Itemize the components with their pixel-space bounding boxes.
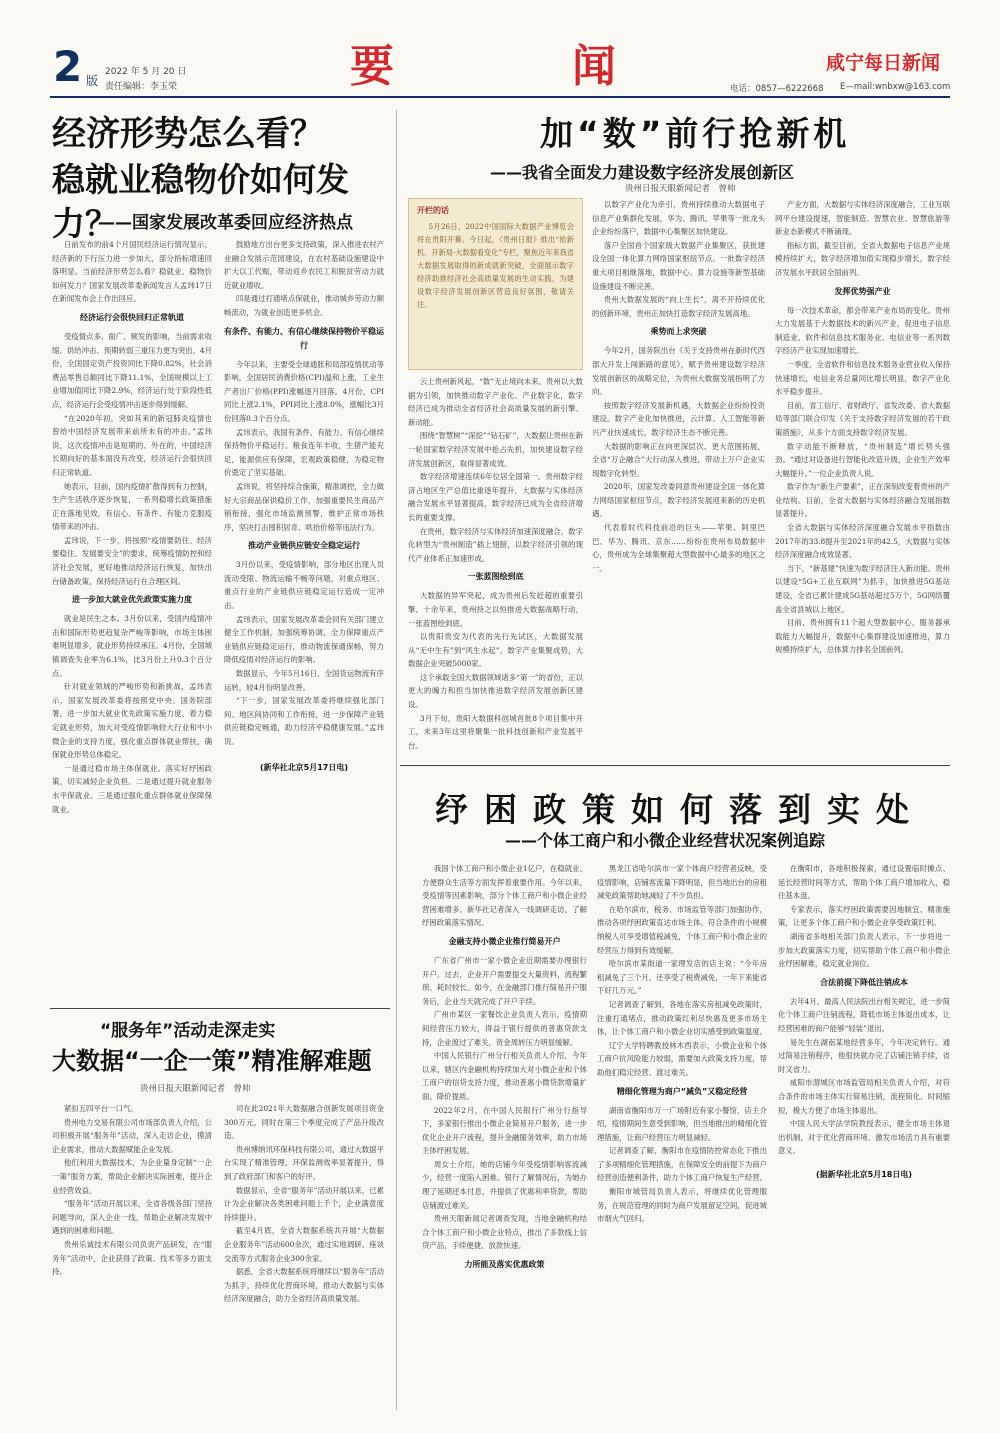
article1-para: 一是通过稳市场主体保就业。落实好纾困政策，切实减轻企业负担。二是通过提升就业服务水平保就业。三是通过强化重点群体就业保障保就业。	[52, 763, 212, 814]
article2-para: 按照数字经济发展新机遇，大数据企业纷纷投资建设。数字产业化加快推进，云计算、人工智能等新兴产业快速成长，数字经济生态不断完善。	[592, 400, 765, 437]
article1-source: (新华社北京5月17日电)	[259, 762, 348, 772]
article3-para: 广东省广州市一家小微企业近期需要办理银行开户。过去，企业开户需要提交大量资料，流程繁琐、耗时较长。如今，在金融部门推行简易开户服务后，企业当天就完成了开户手续。	[422, 955, 587, 1006]
article1-para: 四是通过打通堵点保就业，推动城乡劳动力顺畅流动，为就业创造更多机会。	[224, 294, 384, 317]
article2-para: 数字作为“新生产要素”，正在深刻改变着贵州的产业结构。目前，全省大数据与实体经济融合发展指数显著提升。	[775, 482, 950, 519]
article2-subtitle: ——我省全面发力建设数字经济发展创新区	[490, 163, 795, 182]
article3-para: 咸阳市渭城区市场监管局相关负责人介绍，对符合条件的市场主体实行简易注销，流程简化、时间缩短，极大方便了市场主体退出。	[778, 1078, 950, 1115]
article4-para: 司在此2021年大数据融合创新发展项目资金300万元，同时在第三个季度完成了产品升级改造。	[224, 1104, 384, 1141]
page-suffix: 版	[86, 74, 99, 88]
article3-para: 2022年2月，在中国人民银行广州分行指导下，多家银行推出小微企业简易开户服务，进一步优化企业开户流程，提升金融服务效率，助力市场主体纾困发展。	[422, 1105, 587, 1156]
article3-para: 湖南省衡阳市万一广场附近有家小餐馆，店主介绍，疫情期间生意受到影响，但当地推出的精细化管理措施，让商户经营压力明显减轻。	[597, 1105, 767, 1142]
masthead-rule	[50, 96, 950, 98]
article1-para: 鼓励地方出台更多支持政策，深入推进农村产业融合发展示范园建设，在农村基础设施建设中扩大以工代赈，带动返乡农民工和脱贫劳动力就近就业增收。	[224, 240, 384, 290]
article1-para: 就业是民生之本。3月份以来，受国内疫情冲击和国际形势更趋复杂严峻等影响，市场主体困难明显增多，就业形势持续承压。4月份，全国城镇调查失业率为6.1%，比3月份上升0.3个百分点。	[52, 614, 212, 678]
article1-para: 针对就业领域的严峻形势和新挑战，孟玮表示，国家发展改革委将按照党中央、国务院部署，进一步加大就业优先政策实施力度，着力稳定就业形势，加大对受疫情影响较大行业和中小微企业的支持力度，强化重点群体就业帮扶，确保就业形势总体稳定。	[52, 682, 212, 760]
article3-para: 贵州天眼新闻记者调查发现，当地金融机构结合个体工商户和小微企业特点，推出了多款线上信贷产品，手续便捷、放款快速。	[422, 1214, 587, 1251]
article1-para: 数据显示，今年5月16日，全国货运物流有序运转，较4月份明显改善。	[224, 669, 384, 692]
article3-heading1: 金融支持小微企业推行简易开户	[448, 936, 561, 946]
article2-para: 每一次技术革命，都会带来产业布局的变化。贵州大力发展基于大数据技术的新兴产业，促进电子信息制造业、软件和信息技术服务业、电信业等一系列数字经济产业实现加速增长。	[775, 305, 950, 356]
article1-para: 3月份以来，受疫情影响，部分地区出现人员流动受限、物流运输不畅等问题，对重点地区、重点行业的产业链供应链稳定运行造成一定冲击。	[224, 560, 384, 611]
article4-column2	[224, 1102, 384, 1407]
article2-para: 3月下旬，贵阳大数据科创城首批8个项目集中开工，未来3年这里将聚集一批科技创新和产业发展平台。	[408, 713, 583, 750]
article1-para: “下一步，国家发展改革委将继续强化部门间、地区间协同和工作衔接，进一步保障产业链供应链稳定畅通，助力经济平稳健康发展。”孟玮说。	[224, 696, 384, 746]
article2-para: 在贵州，数字经济与实体经济加速深度融合，数字化转型为“贵州制造”插上翅膀，以数字经济引领的现代产业体系正加速形成。	[408, 526, 583, 563]
article4-para: 截至4月底，全省大数据系统共开展“大数据企业服务年”活动600余次，通过实地调研、座谈交流等方式服务企业300余家。	[224, 1226, 384, 1263]
article4-para: 贵州电力交易有限公司市场部负责人介绍，公司积极开展“服务年”活动，深入走访企业，摸清企业需求，推动大数据赋能企业发展。	[52, 1117, 212, 1154]
article3-heading2: 力所能及落实优惠政策	[464, 1260, 545, 1270]
article3-para: 周女士介绍，她的店铺今年受疫情影响客流减少，经营一度陷入困难。银行了解情况后，为她办理了延期还本付息，并提供了优惠利率贷款，帮助店铺渡过难关。	[422, 1159, 587, 1210]
masthead	[0, 0, 1000, 100]
article2-para: 云上贵州新风起，“数”无止境向未来。贵州以大数据为引领，加快推动数字产业化、产业数字化，数字经济已成为推动全省经济社会高质量发展的新引擎、新动能。	[408, 377, 583, 427]
editor-note-text: 5月26日，2022中国国际大数据产业博览会将在贵阳开幕。今日起，《贵州日报》推出“抢新机、开新局·大数据看变化”专栏，聚焦近年来我省大数据发展取得的新成就新突破，全面展示数字经济助推经济社会高质量发展的生动实践，为建设数字经济发展创新区营造良好氛围，敬请关注。	[417, 222, 574, 309]
editor: 责任编辑：李玉荣	[105, 82, 178, 92]
article1-title-line2: 稳就业稳物价如何发力？	[52, 160, 349, 243]
article3-para: 在哈尔滨市，税务、市场监管等部门加强协作，推动各项纾困政策直达市场主体。符合条件的小规模纳税人可享受增值税减免，个体工商户和小微企业的经营压力得到有效缓解。	[597, 904, 767, 955]
article4-byline: 贵州日报天眼新闻记者 曾帅	[140, 1084, 251, 1094]
article3-para: 去年4月，最高人民法院出台相关规定，进一步简化个体工商户注销流程，降低市场主体退出成本，让经营困难的商户能够“轻装”退出。	[778, 996, 950, 1033]
article2-para: 大数据的影响正在向更深层次、更大范围拓展，全省“万企融合”大行动深入推进，带动上万户企业实现数字化转型。	[592, 441, 765, 478]
article3-subtitle: ——个体工商户和小微企业经营状况案例追踪	[505, 831, 826, 850]
article2-para: 一季度，全省软件和信息技术服务业营业收入保持快速增长，电信业务总量同比增长明显，数字产业化水平稳步提升。	[775, 359, 950, 397]
article2-para: 以数字产业化为牵引，贵州持续推动大数据电子信息产业集群化发展，华为、腾讯、苹果等一批龙头企业纷纷落户，数据中心集聚区加快建设。	[592, 200, 765, 237]
article2-title: 加“数”前行抢新机	[540, 114, 851, 153]
page-number: 2	[53, 42, 83, 91]
article3-para: 易先生在湖南某地经营多年，今年决定转行。通过简易注销程序，他很快就办完了店铺注销手续，省时又省力。	[778, 1037, 950, 1074]
article1-para: “在2020年初，突如其来的新冠肺炎疫情也曾给中国经济发展带来前所未有的冲击。”孟玮说，这次疫情冲击是短期的、外在的，中国经济长期向好的基本面没有改变，经济运行会很快回归正常轨道。	[52, 413, 212, 477]
article3-column2	[597, 862, 767, 1407]
article2-para: 数字经济增速连续6年位居全国第一。贵州数字经济占地区生产总值比重逐年提升，大数据与实体经济融合发展水平显著提高，数字经济已成为全省经济增长的重要支撑。	[408, 472, 583, 522]
article2-column2	[592, 198, 765, 755]
article1-column1	[52, 238, 212, 958]
email: E—mail:wnbxw@163.com	[840, 82, 951, 92]
section-title: 要 闻	[350, 41, 646, 92]
article3-column3	[778, 862, 950, 1407]
article4-para: 紧扣五四平台一口气。	[63, 1104, 138, 1113]
article1-column2	[224, 238, 384, 958]
article3-source: (据新华社北京5月18日电)	[815, 1169, 912, 1179]
article3-title: 纾困政策如何落到实处	[435, 790, 925, 829]
article1-heading4: 推动产业链供应链安全稳定运行	[248, 541, 360, 551]
article2-para: 贵州大数据发展的“向上生长”，离不开持续优化的创新环境，贵州正加快打造数字经济发展高地。	[592, 295, 765, 318]
section-divider	[50, 1008, 390, 1009]
paper-name: 咸宁每日新闻	[826, 52, 941, 74]
article2-para: 2020年，国家发改委同意贵州建设全国一体化算力网络国家枢纽节点，数字经济发展迎来新的历史机遇。	[592, 482, 765, 519]
article1-intro: 日前发布的前4个月国民经济运行情况显示，经济新的下行压力进一步加大，部分指标增速回落明显。当前经济形势怎么看？稳就业、稳物价如何发力？国家发展改革委新闻发言人孟玮17日在新闻发布会上作出回应。	[52, 240, 212, 304]
article1-subtitle: ——国家发展改革委回应经济热点	[98, 213, 353, 233]
article1-para: 今年以来，主要受全球通胀和局部疫情扰动等影响，全国居民消费价格(CPI)温和上涨，工业生产者出厂价格(PPI)涨幅逐月回落。4月份，CPI同比上涨2.1%，PPI同比上涨8.0%，涨幅比3月份回落0.3个百分点。	[224, 359, 384, 423]
article4-para: 贵州乐诚技术有限公司负责产品研发，在“服务年”活动中，企业获得了政策、技术等多方面支持。	[52, 1239, 212, 1277]
article2-para: 以贵阳贵安为代表的先行先试区，大数据发展从“无中生有”到“风生水起”。数字产业集聚成势，大数据企业突破5000家。	[408, 632, 583, 669]
article1-para: 孟玮表示，我国有条件、有能力、有信心继续保持物价平稳运行。粮食连年丰收，生猪产能充足，能源供应有保障，宏观政策稳健，为稳定物价奠定了坚实基础。	[224, 427, 384, 478]
article2-para: 围绕“智慧树”“深挖”“钻石矿”，大数据让贵州在新一轮国家数字经济发展中抢占先机，加快建设数字经济发展创新区，取得显著成效。	[408, 431, 583, 468]
article3-heading4: 合法前提下降低注销成本	[820, 977, 908, 987]
article3-para: 湖南省多地相关部门负责人表示，下一步将进一步加大政策落实力度，切实帮助个体工商户和小微企业纾困解难，稳定就业岗位。	[778, 931, 950, 969]
issue-date: 2022 年 5 月 20 日	[105, 67, 187, 77]
article2-para: 落户全国首个国家级大数据产业集聚区，获批建设全国一体化算力网络国家枢纽节点。一批数字经济重大项目相继落地，数据中心、算力设施等新型基础设施建设不断完善。	[592, 240, 765, 291]
article2-heading2: 乘势而上求突破	[650, 327, 707, 337]
article2-para: 代表着时代科技前沿的巨头——苹果、阿里巴巴、华为、腾讯、京东……纷纷在贵州布局数据中心，贵州成为全球集聚超大型数据中心最多的地区之一。	[592, 523, 765, 573]
article3-para: 记者调查了解，衡阳市在疫情防控常态化下推出了多项精细化管理措施，在保障安全的前提下为商户经营创造便利条件，助力个体工商户恢复生产经营。	[597, 1146, 767, 1183]
article3-heading3: 精细化管理为商户“减负”又稳定经营	[616, 1086, 748, 1096]
article3-para: 中国人民大学法学院教授表示，健全市场主体退出机制，对于优化营商环境、激发市场活力具有重要意义。	[778, 1119, 950, 1156]
article2-para: 全省大数据与实体经济深度融合发展水平指数由2017年的33.8提升至2021年的42.5，大数据与实体经济深度融合成效显著。	[775, 523, 950, 560]
article2-para: 今年2月，国务院出台《关于支持贵州在新时代西部大开发上闯新路的意见》，赋予贵州建设数字经济发展创新区的战略定位，为贵州大数据发展指明了方向。	[592, 346, 765, 397]
article3-para: 中国人民银行广州分行相关负责人介绍，今年以来，辖区内金融机构持续加大对小微企业和个体工商户的信贷支持力度，推动普惠小微贷款增量扩面、降价提质。	[422, 1051, 587, 1101]
article1-para: 孟玮表示，国家发展改革委会同有关部门建立健全工作机制，加强统筹协调，全力保障重点产业链供应链稳定运行，推动物流保通保畅，努力降低疫情对经济运行的影响。	[224, 614, 384, 665]
article1-title-line1: 经济形势怎么看？	[52, 114, 324, 154]
article3-para: 专家表示，落实纾困政策需要因地制宜、精准施策，让更多个体工商户和小微企业享受政策红利。	[778, 904, 950, 928]
article2-byline: 贵州日报天眼新闻记者 曾帅	[625, 184, 736, 194]
article2-heading3: 发挥优势强产业	[834, 286, 891, 296]
article2-para: 当下，“新基建”快速为数字经济注入新动能。贵州以建设“5G+工业互联网”为抓手，加快推进5G基站建设，全省已累计建成5G基站超过5万个，5G网络覆盖全省县城以上地区。	[775, 563, 950, 614]
article4-para: 数据显示，全省“服务年”活动开展以来，已累计为企业解决各类困难问题上千个，企业满意度持续提升。	[224, 1185, 384, 1222]
article4-para: “服务年”活动开展以来，全省各级各部门坚持问题导向，深入企业一线，帮助企业解决发展中遇到的困难和问题。	[52, 1199, 212, 1236]
article2-para: 这个承载全国大数据领域诸多“第一”的省份，正以更大的魄力和担当加快推进数字经济发展创新区建设。	[408, 672, 583, 710]
article3-para: 衡阳市城管局负责人表示，将继续优化管理服务，在规范管理的同时为商户发展留足空间，促进城市烟火气回归。	[597, 1187, 767, 1224]
article4-para: 他们利用大数据技术，为企业量身定制“一企一策”服务方案，帮助企业解决实际困难，提升企业经营效益。	[52, 1158, 212, 1195]
article3-para: 记者调查了解到，各地在落实房租减免政策时，注重打通堵点，推动政策红利尽快惠及更多市场主体，让个体工商户和小微企业切实感受到政策温度。	[597, 999, 767, 1037]
article2-para: 目前，贵州拥有11个超大型数据中心，服务器承载能力大幅提升，数据中心集群建设加速推进，算力规模持续扩大，总体算力排名全国前列。	[775, 618, 950, 655]
article2-para: 大数据的异军突起，成为贵州后发赶超的重要引擎。十余年来，贵州持之以恒推进大数据战略行动，一张蓝图绘到底。	[408, 591, 583, 628]
article3-column1	[422, 862, 587, 1407]
article1-heading1: 经济运行会很快回归正常轨道	[80, 312, 184, 322]
article1-heading2: 进一步加大就业优先政策实施力度	[72, 595, 192, 605]
phone: 电话：0857—6222668	[730, 84, 824, 94]
article4-para: 贵州博纳讯环保科技有限公司，通过大数据平台实现了精准管理，环保监测效率显著提升，得到了政府部门和客户的好评。	[224, 1144, 384, 1181]
article1-para: 受疫情点多、面广、频发的影响，当前需求收缩、供给冲击、预期转弱三重压力更为突出。4月份，全国固定资产投资同比下降0.82%，社会消费品零售总额同比下降11.1%，全国规模以上工业增加值同比下降2.9%，经济运行处于阶段性低点，经济运行会受疫情冲击逐步得到缓解。	[52, 331, 212, 409]
article3-para: 哈尔滨市某街道一家理发店的店主说：“今年房租减免了三个月，还享受了税费减免，一年下来能省下好几万元。”	[597, 959, 767, 996]
article4-column1	[52, 1102, 212, 1407]
article2-column1	[408, 375, 583, 755]
article2-para: 目前，省工信厅、省财政厅、省发改委、省大数据局等部门联合印发《关于支持数字经济发展的若干政策措施》，从多个方面支持数字经济发展。	[775, 400, 950, 437]
article3-para: 辽宁大学特聘教授林木西表示，小微企业和个体工商户抗风险能力较弱，需要加大政策支持力度，帮助他们稳定经营、渡过难关。	[597, 1040, 767, 1077]
article2-para: 产业方面，大数据与实体经济深度融合，工业互联网平台建设提速，智能制造、智慧农业、智慧旅游等新业态新模式不断涌现。	[775, 200, 950, 237]
article3-para: 黑龙江省哈尔滨市一家个体商户经营者反映，受疫情影响，店铺客流量下降明显，但当地出台的房租减免政策帮助她减轻了不少负担。	[597, 864, 767, 901]
article3-para: 广州市某区一家餐饮企业负责人表示，疫情期间经营压力较大，得益于银行提供的普惠贷款支持，企业渡过了难关，资金周转压力明显缓解。	[422, 1010, 587, 1047]
article2-column3	[775, 198, 950, 755]
article1-para: 孟玮说，将坚持综合施策，精准调控，全力做好大宗商品保供稳价工作，加强重要民生商品产销衔接，强化市场监测预警，维护正常市场秩序，坚决打击囤积居奇、哄抬价格等违法行为。	[224, 481, 384, 532]
column-divider	[396, 110, 397, 1410]
article4-title-line1: “服务年”活动走深走实	[100, 1021, 276, 1041]
article2-para: 数字动能不断释放，“贵州制造”增长势头强劲。“通过对设备进行智能化改造升级，企业生产效率大幅提升。”一位企业负责人说。	[775, 441, 950, 478]
article4-title-line2: 大数据“一企一策”精准解难题	[52, 1047, 372, 1075]
article1-heading3: 有条件、有能力、有信心继续保持物价平稳运行	[224, 326, 384, 350]
article1-para: 她表示，目前，国内疫情扩散得到有力控制，生产生活秩序逐步恢复，一系列稳增长政策措施正在落地见效，有信心、有条件、有能力克服疫情带来的冲击。	[52, 481, 212, 532]
article2-heading1: 一张蓝图绘到底	[467, 572, 524, 582]
editor-note-box	[408, 198, 583, 370]
editor-note-heading: 开栏的话	[417, 206, 449, 215]
article3-para: 在衡阳市，各地积极探索，通过设置临时摊点、延长经营时间等方式，帮助个体工商户增加收入，稳住基本盘。	[778, 864, 950, 901]
article3-para: 我国个体工商户和小微企业1亿户，在稳就业、方便群众生活等方面发挥着重要作用。今年以来，受疫情等因素影响，部分个体工商户和小微企业经营困难增多。新华社记者深入一线调研走访，了解纾困政策落实情况。	[422, 864, 587, 928]
article4-para: 据悉，全省大数据系统将继续以“服务年”活动为抓手，持续优化营商环境，推动大数据与实体经济深度融合，助力全省经济高质量发展。	[224, 1267, 384, 1304]
article1-para: 孟玮说，下一步，将按照“疫情要防住、经济要稳住、发展要安全”的要求，统筹疫情防控和经济社会发展，更好地推动经济运行恢复，加快出台储备政策，保持经济运行在合理区间。	[52, 535, 212, 586]
article2-para: 指标方面，截至目前，全省大数据电子信息产业规模持续扩大，数字经济增加值实现稳步增长，数字经济发展水平跃居全国前列。	[775, 240, 950, 277]
section-divider	[400, 765, 950, 766]
